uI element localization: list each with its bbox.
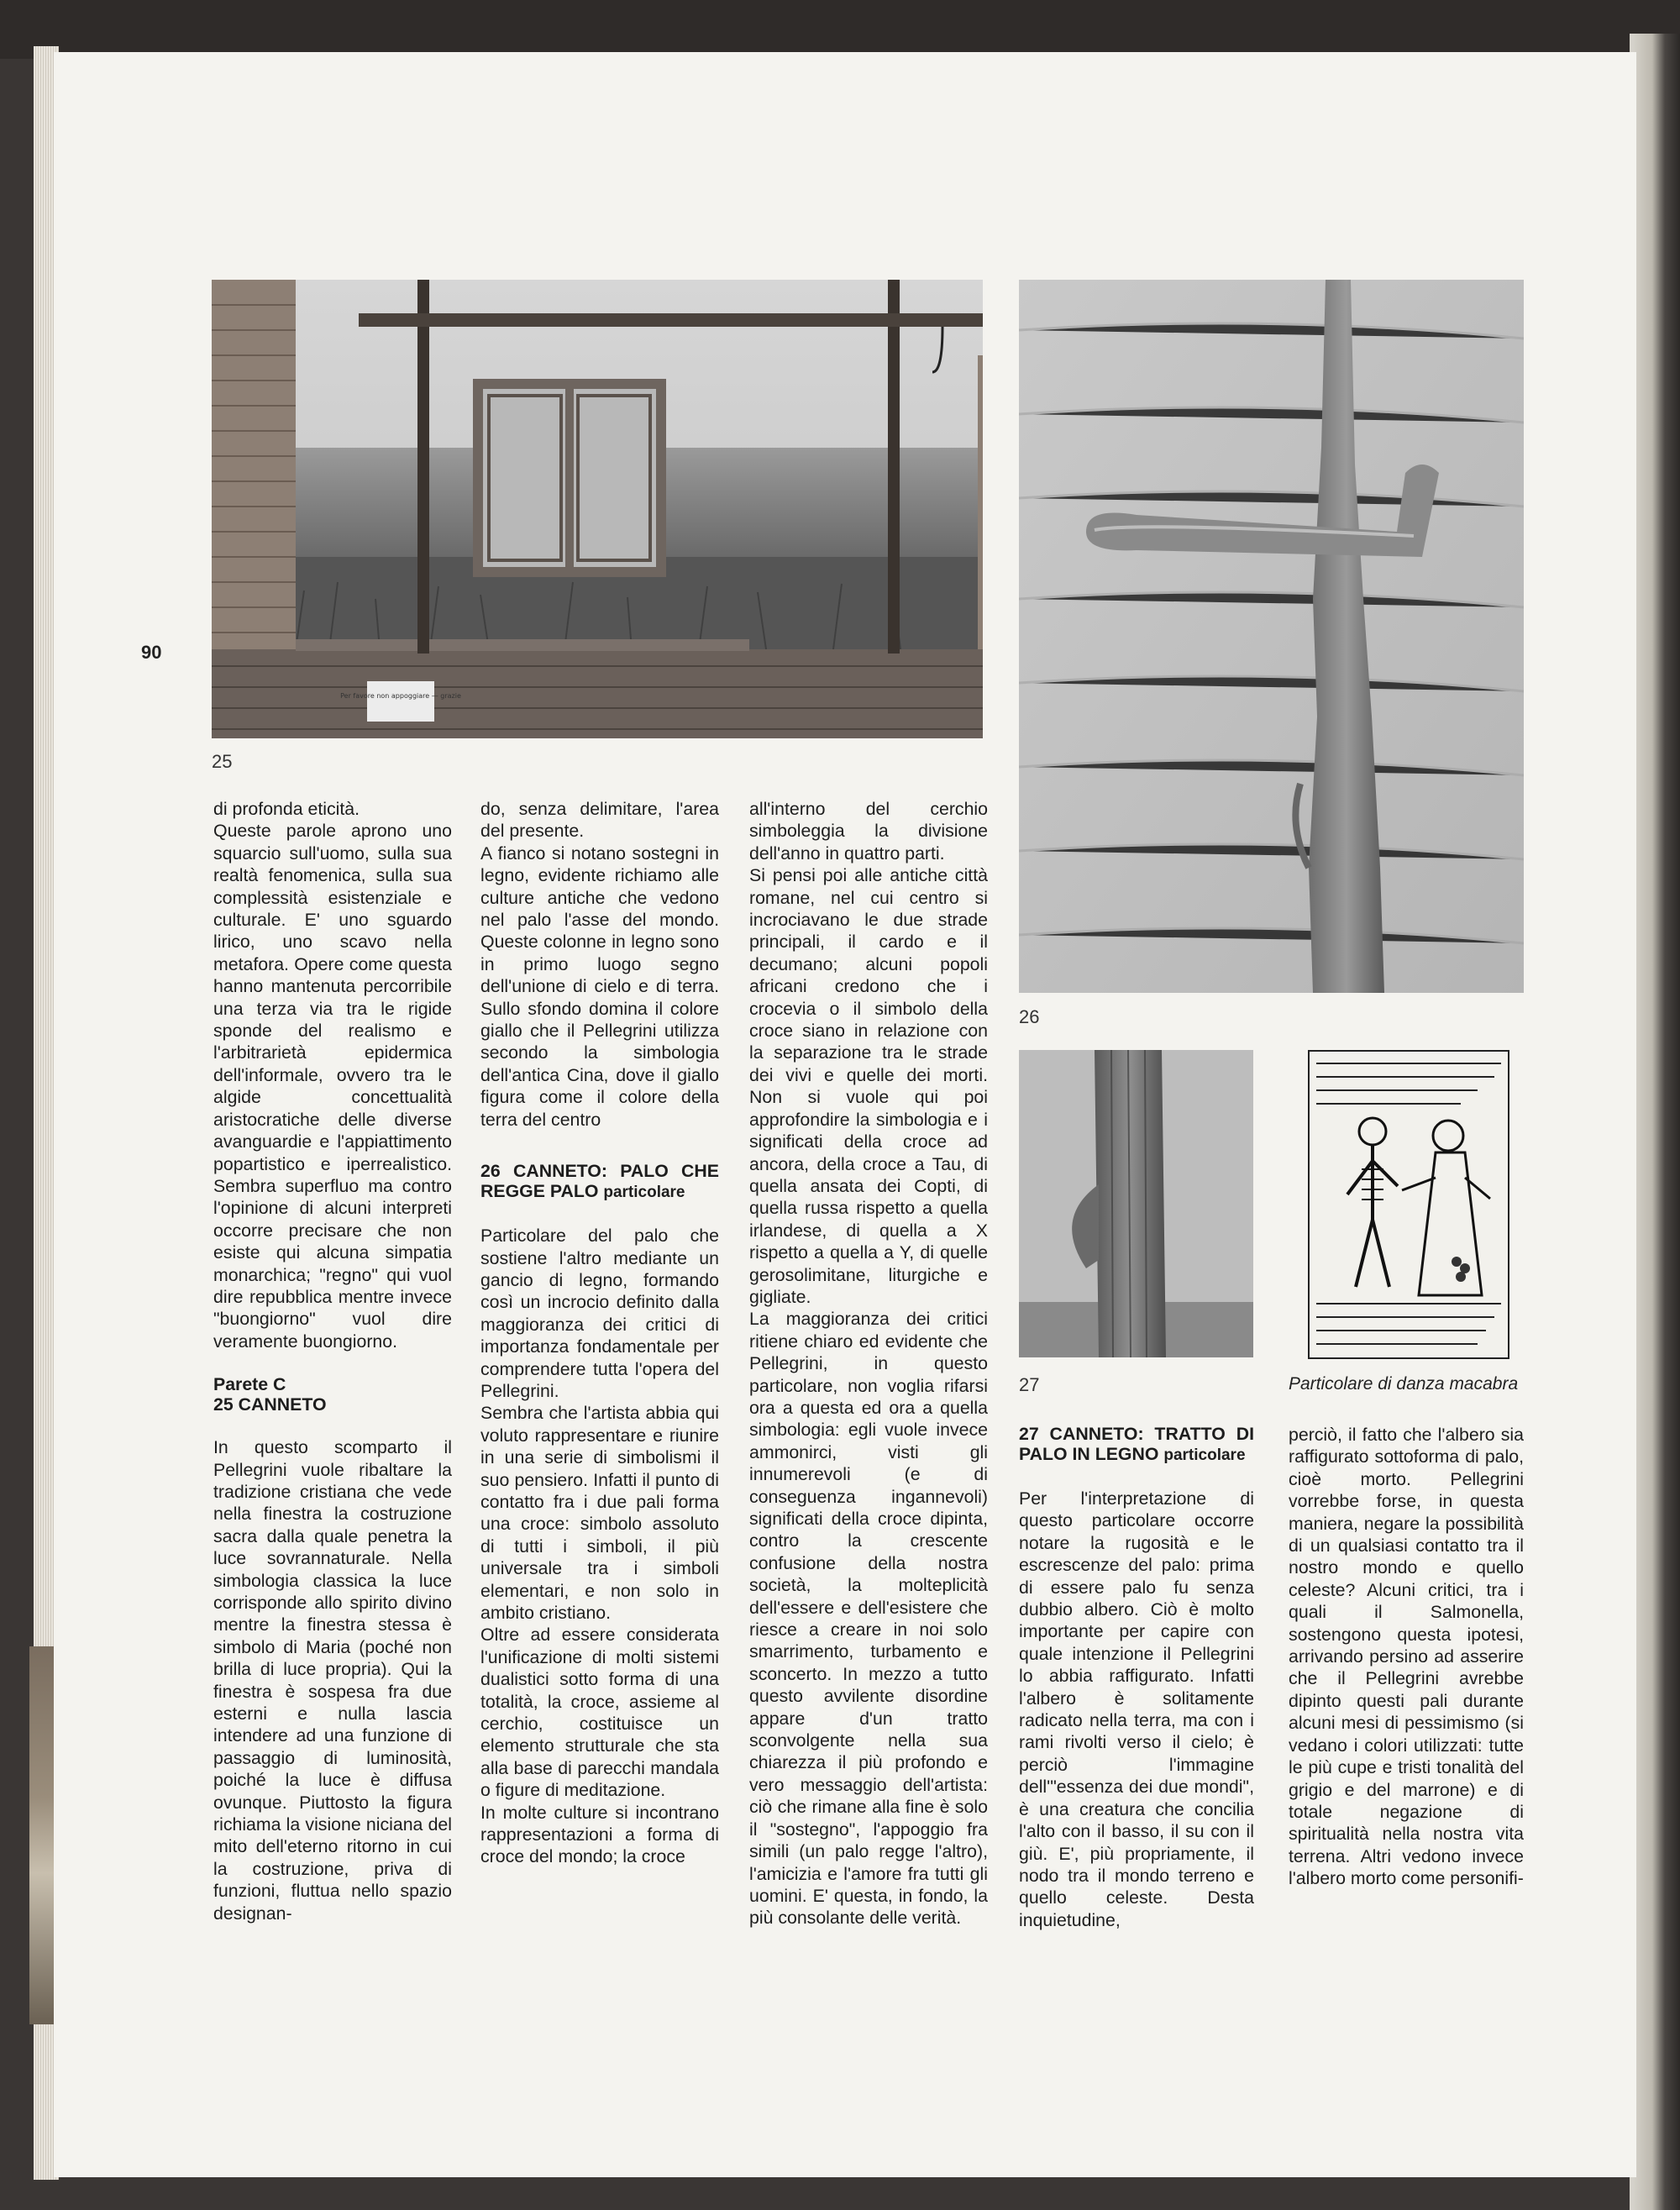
text-column-5 [1289, 1424, 1524, 1890]
text-column-2 [480, 798, 719, 1868]
heading-26-title: 26 CANNETO: PALO CHE REGGE PALO [480, 1161, 719, 1202]
text-column-3 [749, 798, 988, 1929]
heading-27-suffix: particolare [1163, 1446, 1246, 1464]
section-heading-27 [1019, 1424, 1254, 1466]
danza-macabra-caption: Particolare di danza macabra [1289, 1374, 1519, 1394]
col5-paragraph: perciò, il fatto che l'albero sia raffigurato sottoforma di palo, cioè morto. Pellegrini vorrebbe forse, in questa maniera, negare la possibilità di un qualsiasi contatto tra il nostro mondo e quello celeste? Alcuni critici, tra i quali il Salmonella, sostengono questa ipotesi, arrivando persino ad asserire che il Pellegrini avrebbe dipinto questi pali durante alcuni mesi di pessimismo (si vedano i colori utilizzati: tutte le più cupe e tristi tonalità del grigio e del marrone) e di totale negazione di spiritualità nella nostra vita terrena. Altri vedono invece l'albero morto come personifi- [1289, 1425, 1524, 1889]
danza-macabra-woodcut [1308, 1050, 1509, 1359]
page-number: 90 [141, 642, 162, 663]
col2-paragraph: Particolare del palo che sostiene l'altro mediante un gancio di legno, formando così un incrocio definito dalla maggioranza dei critici di importanza fondamentale per comprendere tutta l'opera del Pellegrini. [480, 1226, 719, 1401]
book-binding-top [0, 0, 1680, 59]
section-heading-25: 25 CANNETO [213, 1394, 327, 1415]
col3-paragraph: La maggioranza dei critici ritiene chiaro ed evidente che Pellegrini, in questo particolare, non voglia rifarsi ora a questa ed ora a quella simbologia: egli vuole invece ammonirci, visti gli innumerevoli (e di conseguenza ingannevoli) significati della croce dipinta, contro la crescente confusione della nostra società, la molteplicità dell'essere e dell'esistere che riesce a creare in noi solo smarrimento, turbamento e sconcerto. In mezzo a tutto questo avvilente disordine appare d'un tratto sconvolgente nella sua chiarezza il più profondo e vero messaggio dell'artista: ciò che rimane alla fine è solo il "sostegno", l'appoggio fra simili (un palo regge l'altro), l'amicizia e l'amore fra tutti gli uomini. E' questa, in fondo, la più consolante delle verità. [749, 1309, 988, 1929]
col2-paragraph: Oltre ad essere considerata l'unificazione di molti sistemi dualistici sotto forma di una totalità, la croce, assieme al cerchio, costituisce un elemento strutturale che sta alla base di parecchi mandala o figure di meditazione. [480, 1625, 719, 1801]
figure-25-number: 25 [212, 751, 233, 772]
col1-paragraph: Queste parole aprono uno squarcio sull'uomo, sulla sua realtà fenomenica, sulla sua complessità esistenziale e culturale. E' uno sguardo lirico, uno scavo nella metafora. Opere come questa hanno mantenuta percorribile una terza via tra le rigide sponde del realismo e l'arbitrarietà epidermica dell'informale, ovvero tra le algide concettualità aristocratiche delle diverse avanguardie e l'appiattimento popartistico e iperrealistico. Sembra superfluo ma contro l'opinione di alcuni interpreti occorre precisare che non esiste qui alcuna simpatia monarchica; "regno" qui vuol dire repubblica mentre invece "buongiorno" vuol dire veramente buongiorno. [213, 821, 452, 1352]
text-column-4 [1019, 1424, 1254, 1931]
heading-26-suffix: particolare [603, 1184, 685, 1202]
figure-27-photo [1019, 1050, 1253, 1357]
figure-26-photo [1019, 280, 1524, 993]
col3-paragraph: all'interno del cerchio simboleggia la divisione dell'anno in quattro parti. [749, 799, 988, 864]
figure-27-number: 27 [1019, 1374, 1040, 1395]
figure-25-photo [212, 280, 983, 738]
no-touch-sign-text: Per favore non appoggiare — grazie [340, 692, 461, 700]
book-spine [1630, 34, 1680, 2210]
col1-paragraph: In questo scomparto il Pellegrini vuole ribaltare la tradizione cristiana che vede nella finestra la costruzione sacra dalla quale penetra la luce sovrannaturale. Nella simbologia classica la luce corrisponde allo spirito divino mentre la finestra stessa è simbolo di Maria (poché non brilla di luce propria). Qui la finestra è sospesa fra due esterni e nulla lascia intendere ad una funzione di passaggio di luminosità, poiché la luce è diffusa ovunque. Piuttosto la figura richiama la visione niciana del mito dell'eterno ritorno in cui la costruzione, priva di funzioni, fluttua nello spazio designan- [213, 1437, 452, 1924]
col3-paragraph: Si pensi poi alle antiche città romane, nel cui centro si incrociavano le due strade principali, il cardo e il decumano; alcuni popoli africani credono che i crocevia o il simbolo della croce siano in relazione con la separazione tra le strade dei vivi e quelle dei morti. Non si vuole qui poi approfondire la simbologia e i significati della croce ad ancora, della croce a Tau, di quella ansata dei Copti, di quella russa rispetto a quella irlandese, di quella a X rispetto a quella a Y, di quelle gerosolimitane, liturgiche e gigliate. [749, 865, 988, 1307]
col1-paragraph: di profonda eticità. [213, 799, 360, 819]
col2-paragraph: Sembra che l'artista abbia qui voluto rappresentare e riunire in una serie di simbolismi il suo pensiero. Infatti il punto di contatto fra i due pali forma una croce: simbolo assoluto di tutti i simboli, il più universale tra i simboli elementari, e non solo in ambito cristiano. [480, 1403, 719, 1623]
col4-paragraph: Per l'interpretazione di questo particolare occorre notare la rugosità e le escrescenze del palo: prima di essere palo fu senza dubbio albero. Ciò è molto importante per capire con quale intenzione il Pellegrini lo abbia raffigurato. Infatti l'albero è solitamente radicato nella terra, ma con i rami rivolti verso il cielo; è perciò l'immagine dell'"essenza dei due mondi", è una creatura che concilia l'alto con il basso, il su con il giù. E', più propriamente, il nodo tra il mondo terreno e quello celeste. Desta inquietudine, [1019, 1488, 1254, 1930]
figure-26-number: 26 [1019, 1006, 1040, 1027]
col2-paragraph: In molte culture si incontrano rappresentazioni a forma di croce del mondo; la croce [480, 1802, 719, 1867]
col2-paragraph: A fianco si notano sostegni in legno, evidente richiamo alle culture antiche che vedono nel palo l'asse del mondo. Queste colonne in legno sono in primo luogo segno dell'unione di cielo e di terra. Sullo sfondo domina il colore giallo che il Pellegrini utilizza secondo la simbologia dell'antica Cina, dove il giallo figura come il colore della terra del centro [480, 843, 719, 1130]
section-heading-26 [480, 1161, 719, 1203]
heading-27-title: 27 CANNETO: TRATTO DI PALO IN LEGNO [1019, 1424, 1254, 1464]
col2-paragraph: do, senza delimitare, l'area del presente. [480, 799, 719, 842]
text-column-1 [213, 798, 452, 1924]
section-heading-parete-c: Parete C [213, 1374, 286, 1395]
